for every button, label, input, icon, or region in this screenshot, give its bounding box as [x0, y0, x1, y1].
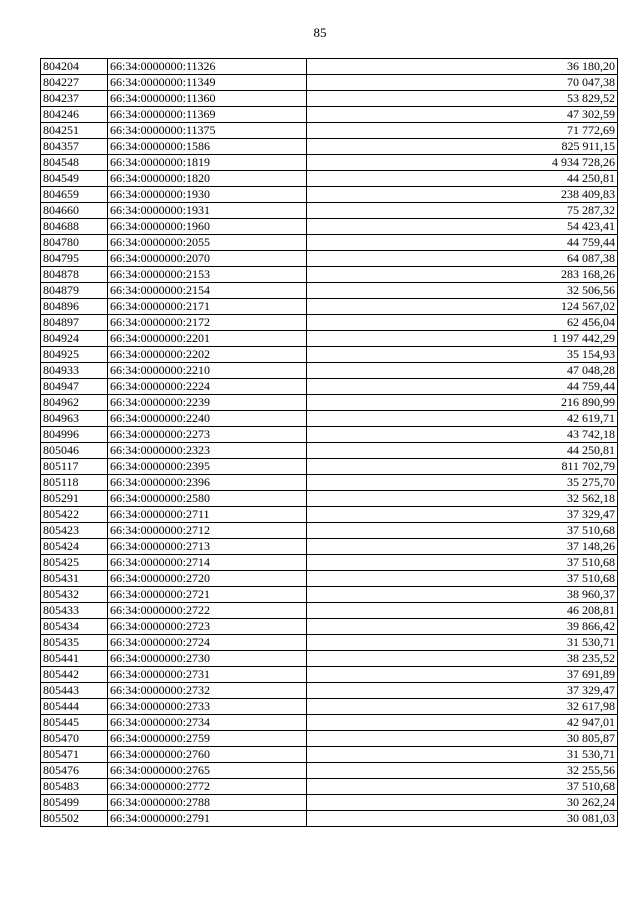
- value-cell: 53 829,52: [307, 91, 618, 107]
- cadastral-number-cell: 66:34:0000000:2720: [108, 571, 307, 587]
- value-cell: 62 456,04: [307, 315, 618, 331]
- row-id-cell: 805499: [41, 795, 108, 811]
- value-cell: 39 866,42: [307, 619, 618, 635]
- value-cell: 32 506,56: [307, 283, 618, 299]
- value-cell: 216 890,99: [307, 395, 618, 411]
- cadastral-number-cell: 66:34:0000000:2724: [108, 635, 307, 651]
- cadastral-number-cell: 66:34:0000000:2171: [108, 299, 307, 315]
- value-cell: 4 934 728,26: [307, 155, 618, 171]
- cadastral-number-cell: 66:34:0000000:2713: [108, 539, 307, 555]
- table-row: [41, 395, 618, 411]
- cadastral-number-cell: 66:34:0000000:2395: [108, 459, 307, 475]
- cadastral-number-cell: 66:34:0000000:2734: [108, 715, 307, 731]
- table-row: [41, 75, 618, 91]
- cadastral-number-cell: 66:34:0000000:11369: [108, 107, 307, 123]
- cadastral-number-cell: 66:34:0000000:2396: [108, 475, 307, 491]
- table-row: [41, 363, 618, 379]
- row-id-cell: 805434: [41, 619, 108, 635]
- cadastral-number-cell: 66:34:0000000:2730: [108, 651, 307, 667]
- cadastral-number-cell: 66:34:0000000:2273: [108, 427, 307, 443]
- value-cell: 44 759,44: [307, 379, 618, 395]
- table-row: [41, 683, 618, 699]
- value-cell: 37 510,68: [307, 779, 618, 795]
- table-row: [41, 603, 618, 619]
- row-id-cell: 805476: [41, 763, 108, 779]
- row-id-cell: 804204: [41, 59, 108, 75]
- value-cell: 43 742,18: [307, 427, 618, 443]
- cadastral-number-cell: 66:34:0000000:2153: [108, 267, 307, 283]
- table-row: [41, 139, 618, 155]
- table-row: [41, 763, 618, 779]
- value-cell: 35 275,70: [307, 475, 618, 491]
- cadastral-number-cell: 66:34:0000000:2224: [108, 379, 307, 395]
- value-cell: 36 180,20: [307, 59, 618, 75]
- cadastral-number-cell: 66:34:0000000:2791: [108, 811, 307, 827]
- row-id-cell: 805443: [41, 683, 108, 699]
- cadastral-number-cell: 66:34:0000000:2154: [108, 283, 307, 299]
- cadastral-number-cell: 66:34:0000000:11349: [108, 75, 307, 91]
- value-cell: 38 235,52: [307, 651, 618, 667]
- cadastral-number-cell: 66:34:0000000:2172: [108, 315, 307, 331]
- table-row: [41, 731, 618, 747]
- table-row: [41, 107, 618, 123]
- table-row: [41, 619, 618, 635]
- cadastral-number-cell: 66:34:0000000:11360: [108, 91, 307, 107]
- cadastral-table: [40, 58, 618, 827]
- row-id-cell: 805432: [41, 587, 108, 603]
- table-row: [41, 699, 618, 715]
- value-cell: 825 911,15: [307, 139, 618, 155]
- row-id-cell: 804996: [41, 427, 108, 443]
- row-id-cell: 804963: [41, 411, 108, 427]
- value-cell: 37 148,26: [307, 539, 618, 555]
- cadastral-number-cell: 66:34:0000000:2580: [108, 491, 307, 507]
- row-id-cell: 805470: [41, 731, 108, 747]
- value-cell: 42 619,71: [307, 411, 618, 427]
- row-id-cell: 804795: [41, 251, 108, 267]
- row-id-cell: 805425: [41, 555, 108, 571]
- row-id-cell: 805442: [41, 667, 108, 683]
- row-id-cell: 805422: [41, 507, 108, 523]
- value-cell: 30 805,87: [307, 731, 618, 747]
- value-cell: 37 510,68: [307, 523, 618, 539]
- table-row: [41, 219, 618, 235]
- table-row: [41, 155, 618, 171]
- table-row: [41, 299, 618, 315]
- row-id-cell: 805291: [41, 491, 108, 507]
- row-id-cell: 804548: [41, 155, 108, 171]
- value-cell: 75 287,32: [307, 203, 618, 219]
- cadastral-number-cell: 66:34:0000000:11375: [108, 123, 307, 139]
- value-cell: 42 947,01: [307, 715, 618, 731]
- cadastral-number-cell: 66:34:0000000:2760: [108, 747, 307, 763]
- table-row: [41, 667, 618, 683]
- cadastral-number-cell: 66:34:0000000:2722: [108, 603, 307, 619]
- table-row: [41, 475, 618, 491]
- cadastral-number-cell: 66:34:0000000:2210: [108, 363, 307, 379]
- value-cell: 31 530,71: [307, 635, 618, 651]
- row-id-cell: 804659: [41, 187, 108, 203]
- cadastral-number-cell: 66:34:0000000:2788: [108, 795, 307, 811]
- cadastral-number-cell: 66:34:0000000:1586: [108, 139, 307, 155]
- cadastral-number-cell: 66:34:0000000:1931: [108, 203, 307, 219]
- cadastral-number-cell: 66:34:0000000:2714: [108, 555, 307, 571]
- row-id-cell: 805117: [41, 459, 108, 475]
- table-row: [41, 635, 618, 651]
- table-row: [41, 795, 618, 811]
- row-id-cell: 805423: [41, 523, 108, 539]
- table-row: [41, 331, 618, 347]
- table-row: [41, 715, 618, 731]
- row-id-cell: 805441: [41, 651, 108, 667]
- value-cell: 37 691,89: [307, 667, 618, 683]
- table-row: [41, 747, 618, 763]
- row-id-cell: 805424: [41, 539, 108, 555]
- value-cell: 30 262,24: [307, 795, 618, 811]
- table-row: [41, 171, 618, 187]
- value-cell: 31 530,71: [307, 747, 618, 763]
- cadastral-number-cell: 66:34:0000000:1820: [108, 171, 307, 187]
- value-cell: 47 048,28: [307, 363, 618, 379]
- value-cell: 44 250,81: [307, 171, 618, 187]
- cadastral-number-cell: 66:34:0000000:2733: [108, 699, 307, 715]
- row-id-cell: 805433: [41, 603, 108, 619]
- row-id-cell: 804962: [41, 395, 108, 411]
- row-id-cell: 804357: [41, 139, 108, 155]
- cadastral-number-cell: 66:34:0000000:2070: [108, 251, 307, 267]
- value-cell: 71 772,69: [307, 123, 618, 139]
- table-row: [41, 779, 618, 795]
- value-cell: 54 423,41: [307, 219, 618, 235]
- cadastral-number-cell: 66:34:0000000:1819: [108, 155, 307, 171]
- value-cell: 35 154,93: [307, 347, 618, 363]
- row-id-cell: 805471: [41, 747, 108, 763]
- cadastral-number-cell: 66:34:0000000:2765: [108, 763, 307, 779]
- cadastral-number-cell: 66:34:0000000:2732: [108, 683, 307, 699]
- value-cell: 46 208,81: [307, 603, 618, 619]
- table-row: [41, 523, 618, 539]
- table-row: [41, 443, 618, 459]
- row-id-cell: 805502: [41, 811, 108, 827]
- table-row: [41, 315, 618, 331]
- row-id-cell: 804925: [41, 347, 108, 363]
- row-id-cell: 804251: [41, 123, 108, 139]
- cadastral-number-cell: 66:34:0000000:11326: [108, 59, 307, 75]
- value-cell: 32 255,56: [307, 763, 618, 779]
- row-id-cell: 804879: [41, 283, 108, 299]
- cadastral-number-cell: 66:34:0000000:2731: [108, 667, 307, 683]
- table-row: [41, 235, 618, 251]
- value-cell: 37 510,68: [307, 571, 618, 587]
- cadastral-number-cell: 66:34:0000000:2055: [108, 235, 307, 251]
- cadastral-number-cell: 66:34:0000000:2723: [108, 619, 307, 635]
- cadastral-number-cell: 66:34:0000000:2712: [108, 523, 307, 539]
- value-cell: 44 250,81: [307, 443, 618, 459]
- table-row: [41, 123, 618, 139]
- table-row: [41, 267, 618, 283]
- row-id-cell: 804660: [41, 203, 108, 219]
- cadastral-number-cell: 66:34:0000000:2323: [108, 443, 307, 459]
- row-id-cell: 805444: [41, 699, 108, 715]
- value-cell: 238 409,83: [307, 187, 618, 203]
- table-row: [41, 91, 618, 107]
- row-id-cell: 804688: [41, 219, 108, 235]
- value-cell: 64 087,38: [307, 251, 618, 267]
- value-cell: 283 168,26: [307, 267, 618, 283]
- table-row: [41, 251, 618, 267]
- cadastral-number-cell: 66:34:0000000:2721: [108, 587, 307, 603]
- table-row: [41, 491, 618, 507]
- table-row: [41, 187, 618, 203]
- row-id-cell: 805435: [41, 635, 108, 651]
- value-cell: 1 197 442,29: [307, 331, 618, 347]
- cadastral-number-cell: 66:34:0000000:2711: [108, 507, 307, 523]
- table-row: [41, 811, 618, 827]
- cadastral-number-cell: 66:34:0000000:2201: [108, 331, 307, 347]
- table-row: [41, 459, 618, 475]
- row-id-cell: 804897: [41, 315, 108, 331]
- value-cell: 32 562,18: [307, 491, 618, 507]
- value-cell: 124 567,02: [307, 299, 618, 315]
- value-cell: 37 329,47: [307, 507, 618, 523]
- row-id-cell: 804780: [41, 235, 108, 251]
- row-id-cell: 804878: [41, 267, 108, 283]
- table-row: [41, 283, 618, 299]
- row-id-cell: 804933: [41, 363, 108, 379]
- row-id-cell: 804947: [41, 379, 108, 395]
- table-row: [41, 379, 618, 395]
- value-cell: 44 759,44: [307, 235, 618, 251]
- row-id-cell: 804246: [41, 107, 108, 123]
- row-id-cell: 804924: [41, 331, 108, 347]
- cadastral-number-cell: 66:34:0000000:2759: [108, 731, 307, 747]
- value-cell: 38 960,37: [307, 587, 618, 603]
- table-row: [41, 555, 618, 571]
- cadastral-number-cell: 66:34:0000000:2239: [108, 395, 307, 411]
- cadastral-number-cell: 66:34:0000000:2240: [108, 411, 307, 427]
- table-row: [41, 203, 618, 219]
- table-row: [41, 651, 618, 667]
- row-id-cell: 804237: [41, 91, 108, 107]
- row-id-cell: 805046: [41, 443, 108, 459]
- row-id-cell: 804549: [41, 171, 108, 187]
- row-id-cell: 805431: [41, 571, 108, 587]
- cadastral-number-cell: 66:34:0000000:1960: [108, 219, 307, 235]
- cadastral-number-cell: 66:34:0000000:2772: [108, 779, 307, 795]
- value-cell: 70 047,38: [307, 75, 618, 91]
- row-id-cell: 805118: [41, 475, 108, 491]
- value-cell: 30 081,03: [307, 811, 618, 827]
- table-row: [41, 587, 618, 603]
- value-cell: 47 302,59: [307, 107, 618, 123]
- value-cell: 37 329,47: [307, 683, 618, 699]
- row-id-cell: 804227: [41, 75, 108, 91]
- value-cell: 32 617,98: [307, 699, 618, 715]
- row-id-cell: 805445: [41, 715, 108, 731]
- cadastral-number-cell: 66:34:0000000:1930: [108, 187, 307, 203]
- page-number: 85: [313, 25, 327, 40]
- table-row: [41, 411, 618, 427]
- table-row: [41, 507, 618, 523]
- cadastral-number-cell: 66:34:0000000:2202: [108, 347, 307, 363]
- table-body: [41, 59, 618, 827]
- table-row: [41, 539, 618, 555]
- value-cell: 37 510,68: [307, 555, 618, 571]
- value-cell: 811 702,79: [307, 459, 618, 475]
- table-row: [41, 571, 618, 587]
- row-id-cell: 805483: [41, 779, 108, 795]
- row-id-cell: 804896: [41, 299, 108, 315]
- table-row: [41, 347, 618, 363]
- table-row: [41, 59, 618, 75]
- table-row: [41, 427, 618, 443]
